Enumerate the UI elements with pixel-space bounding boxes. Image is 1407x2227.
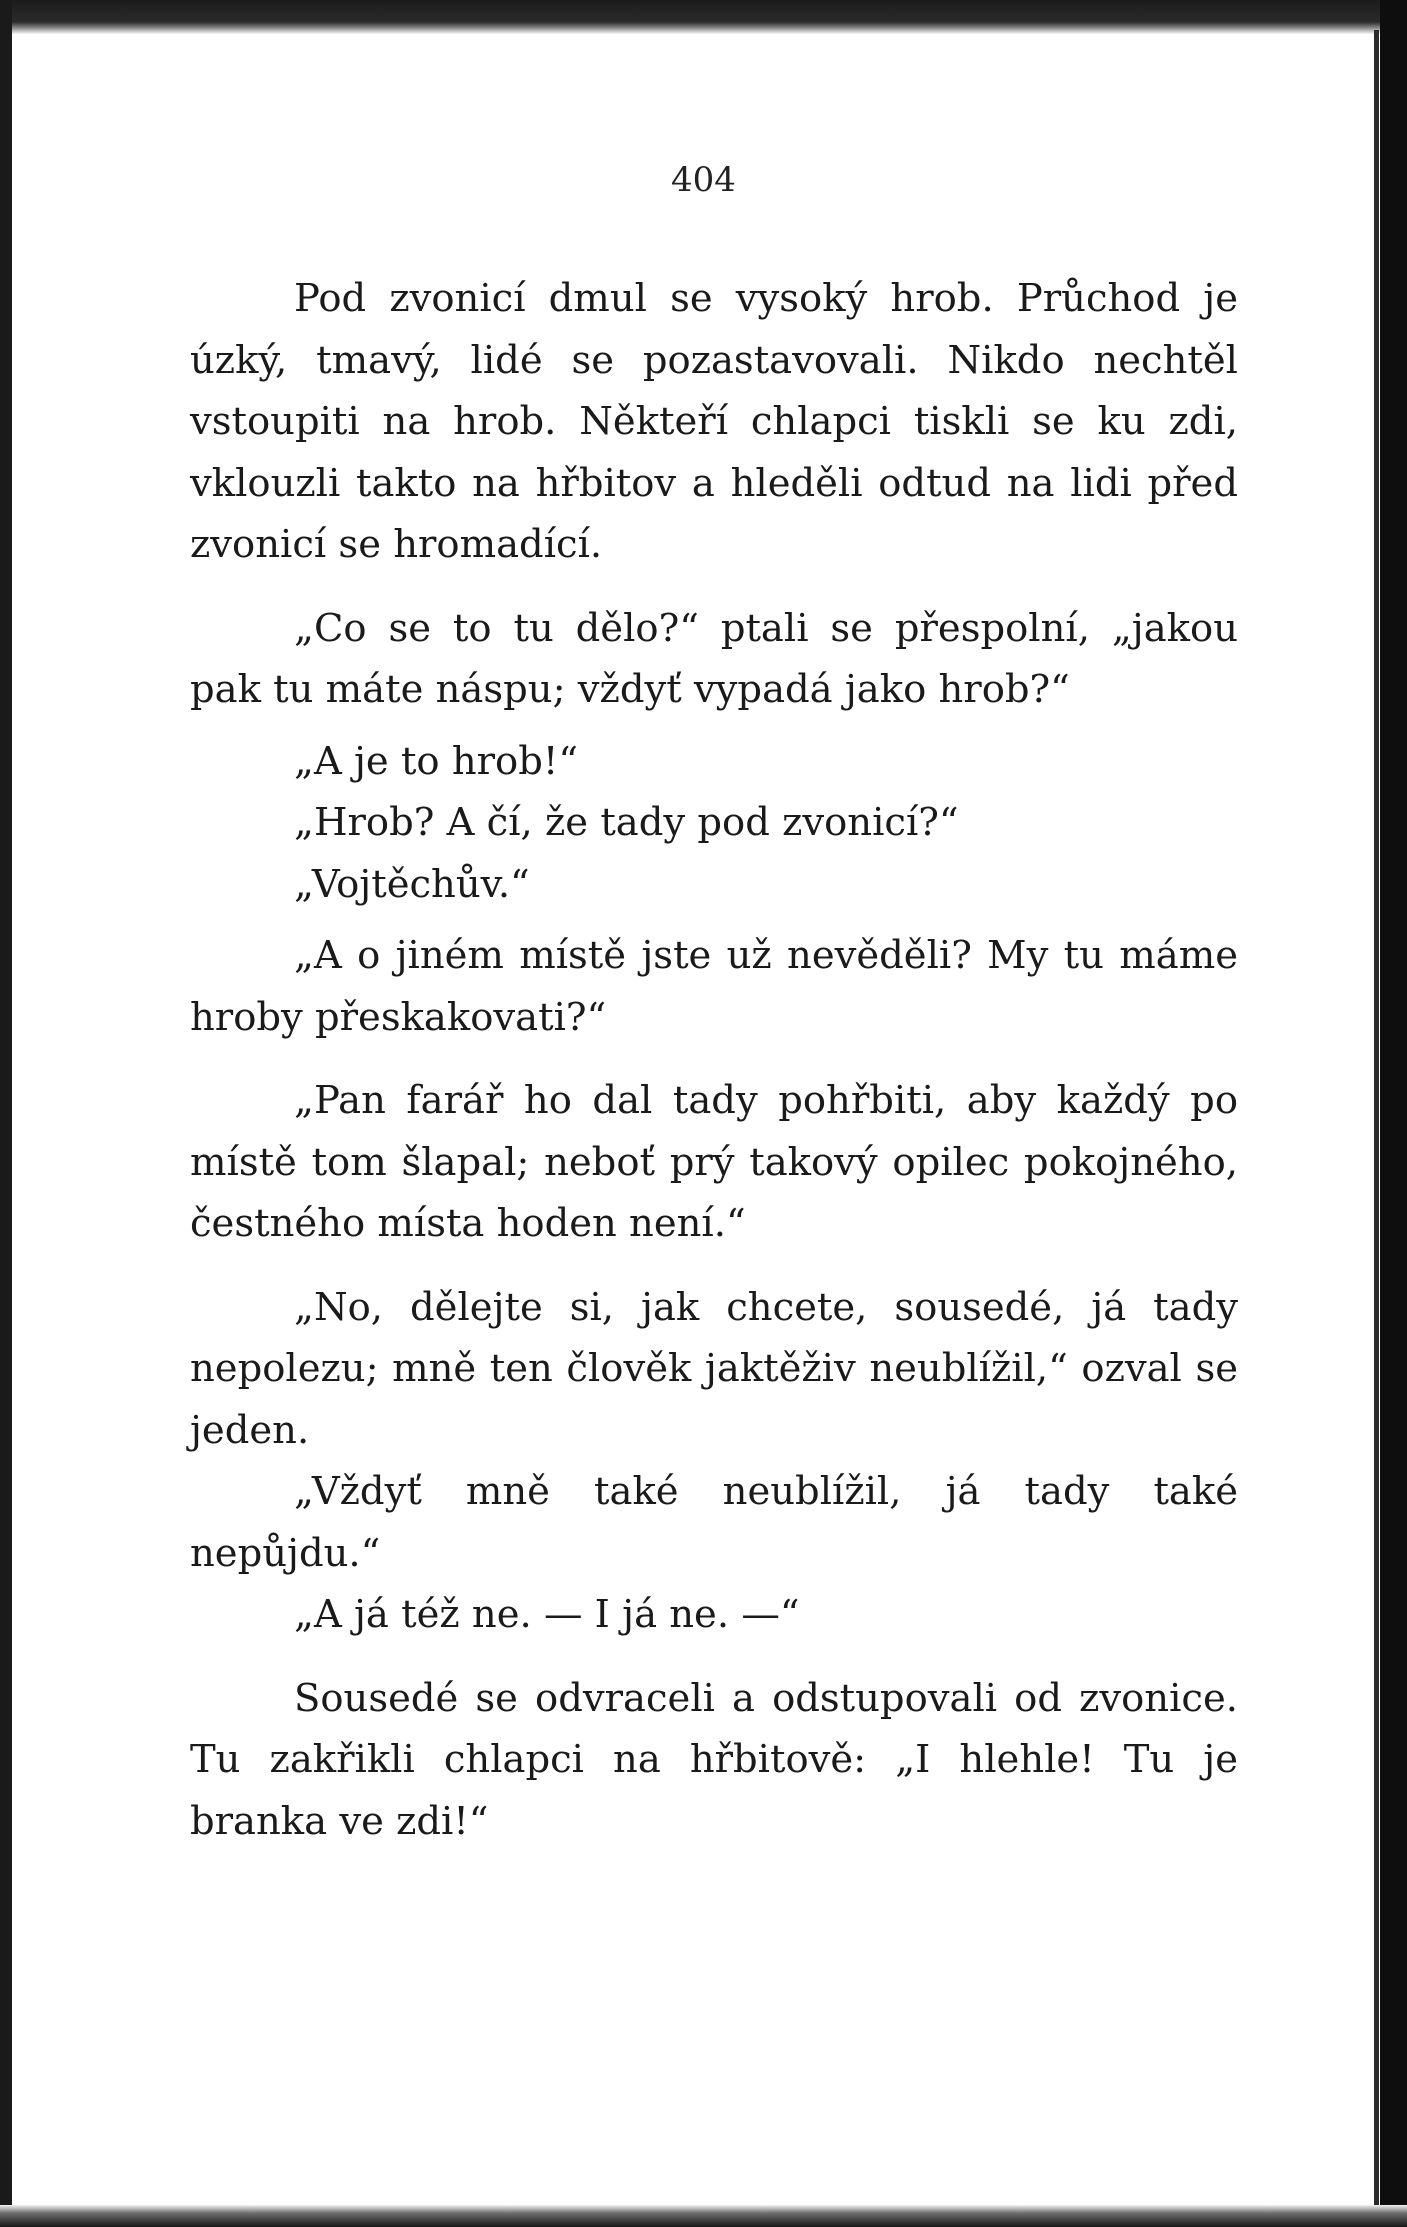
paragraph: „A je to hrob!“ xyxy=(294,738,579,784)
scan-right-line xyxy=(1374,30,1379,2227)
page-number: 404 xyxy=(671,160,736,200)
scan-left-edge xyxy=(0,0,12,2227)
paragraph: „No, dělejte si, jak chcete, sousedé, já tady nepolezu; mně ten člověk jaktěživ neublížil,“ ozval se jeden. xyxy=(190,1284,1238,1453)
paragraph: „Vždyť mně také neublížil, já tady také nepůjdu.“ xyxy=(190,1469,1238,1576)
paragraph: „Vojtěchův.“ xyxy=(294,861,530,907)
paragraph: Pod zvonicí dmul se vysoký hrob. Průchod je úzký, tmavý, lidé se pozastavovali. Nikdo nechtěl vstoupiti na hrob. Někteří chlapci tiskli se ku zdi, vklouzli takto na hřbitov a hleděli odtud na lidi před zvonicí se hromadící. xyxy=(190,276,1238,567)
body-text xyxy=(190,268,1238,1852)
paragraph: „Hrob? A čí, že tady pod zvonicí?“ xyxy=(294,800,959,845)
scan-top-edge xyxy=(0,0,1407,34)
paragraph: „A o jiném místě jste už nevěděli? My tu máme hroby přeskakovati?“ xyxy=(190,933,1238,1040)
scan-bottom-edge xyxy=(0,2205,1407,2227)
scan-right-edge xyxy=(1380,0,1407,2227)
paragraph: „A já též ne. — I já ne. —“ xyxy=(294,1592,800,1637)
paragraph: „Co se to tu dělo?“ ptali se přespolní, „jakou pak tu máte náspu; vždyť vypadá jako hrob?“ xyxy=(190,605,1238,712)
paragraph: Sousedé se odvraceli a odstupovali od zvonice. Tu zakřikli chlapci na hřbitově: „I hlehle! Tu je branka ve zdi!“ xyxy=(190,1675,1238,1844)
paragraph: „Pan farář ho dal tady pohřbiti, aby každý po místě tom šlapal; neboť prý takový opilec pokojného, čestného místa hoden není.“ xyxy=(190,1078,1238,1246)
